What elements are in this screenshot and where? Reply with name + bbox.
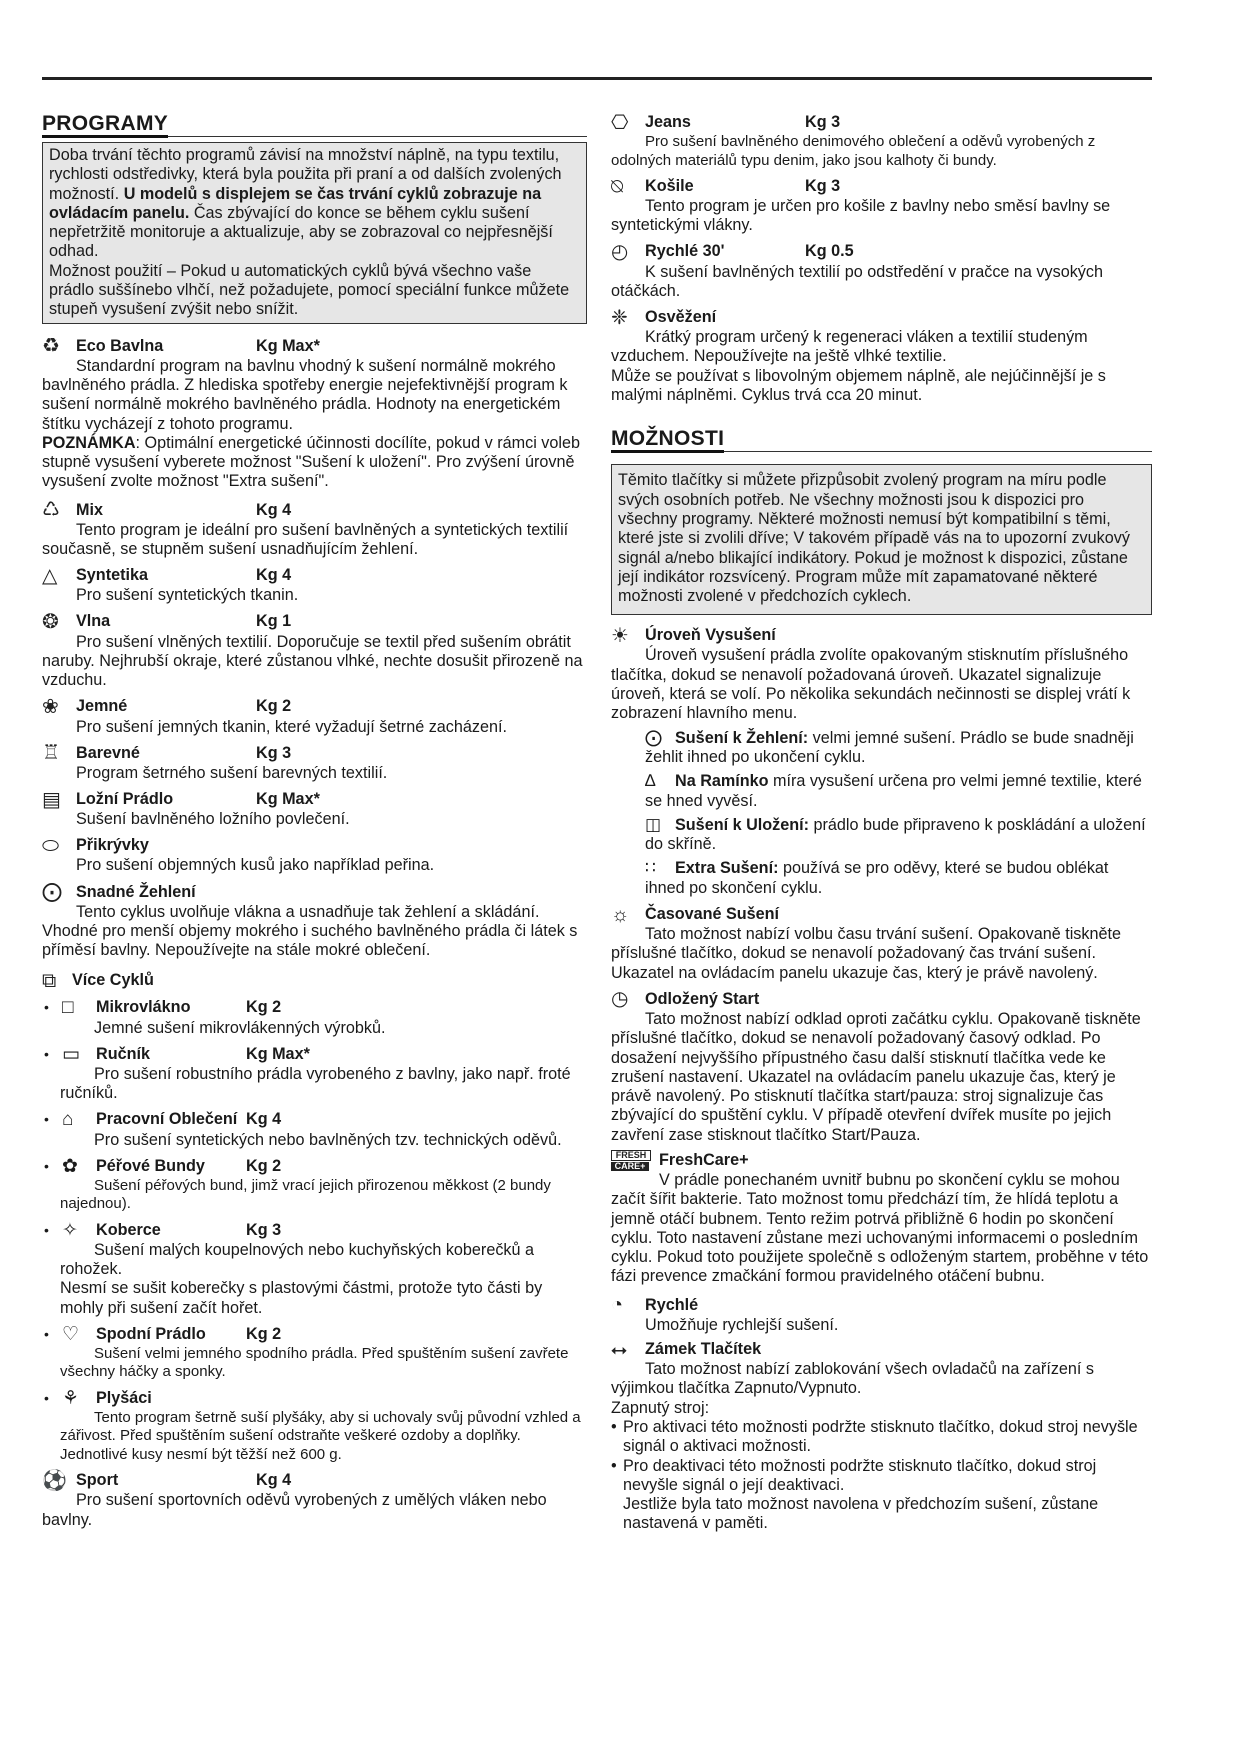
towel-icon: ▭ [62,1043,80,1065]
program-mix: ♺ Mix Kg 4 Tento program je ideální pro sušení bavlněných a syntetických textilií současně, se stupněm sušení usnadňujícím žehlení. [42,499,569,559]
extra-dry-icon: ∷ [645,858,656,878]
program-multi-cycle: ⧉ Více Cyklů [42,970,154,993]
bullet: • [44,1221,49,1238]
option-freshcare: FRESH CARE+ FreshCare+ V prádle ponechaném uvnitř bubnu po skončení cyklu se mohou začít šířit bakterie. Tato možnost tomu předchází tím, že hlídá teplotu a jemně otáčí bubnem. Tento režim potrvá přibližně 6 hodin po skončení cyklu. Toto nastavení zůstane mezi uchovanými informacemi o posledním cyklu. Pokud toto použijete společně s odloženým startem, proběhne v této fázi prevence zmačkání formou pravidelného otáčení bubnu. [611,1150,1149,1286]
bullet: • [44,1389,49,1406]
program-wool: ❂ Vlna Kg 1 Pro sušení vlněných textilií. Doporučuje se textil před sušením obrátit naruby. Nejhrubší okraje, které zůstanou vlhké, nechte dosušit přirozeně na vzduchu. [42,611,583,690]
bullet: • [44,1157,49,1174]
multi-item-workwear: • ⌂ Pracovní Oblečení Kg 4 Pro sušení syntetických nebo bavlněných tzv. technických oděvů. [44,1109,562,1149]
jeans-icon: ⎔ [611,111,629,134]
program-refresh: ❈ Osvěžení Krátký program určený k regeneraci vláken a textilií studeným vzduchem. Nepoužívejte na ještě vlhké textilie. Může se používat s libovolným objemem náplně, ale nejúčinnější je s malými náplněmi. Cyklus trvá cca 20 minut. [611,306,1106,405]
key-lock-icon: ⭤ [611,1338,627,1361]
mix-icon: ♺ [42,499,60,522]
multi-item-towel: • ▭ Ručník Kg Max* Pro sušení robustního prádla vyrobeného z bavlny, jako např. froté ručníků. [44,1043,571,1103]
bullet: • [44,1111,49,1128]
delay-start-icon: ◷ [611,988,629,1011]
option-dry-level: ☀ Úroveň Vysušení Úroveň vysušení prádla zvolíte opakovaným stisknutím příslušného tlačítka, dokud se nenavolí požadovaná úroveň. Ukazatel signalizuje úroveň, která se volí. Po několika sekundách nečinnosti se displej vrátí k zobrazení hlavního menu. [611,624,1131,723]
bullet: • [44,1325,49,1342]
duvet-icon: ⬭ [42,834,60,857]
option-timed-dry: ☼ Časované Sušení Tato možnost nabízí volbu času trvání sušení. Opakovaně tiskněte příslušné tlačítko, dokud se nenavolí požadovaný čas trvání sušení. Ukazatel na ovládacím panelu ukazuje čas, který je právě navolený. [611,903,1121,982]
multi-item-rugs: • ✧ Koberce Kg 3 Sušení malých koupelnových nebo kuchyňských koberečků a rohožek. Nesmí se sušit koberečky s plastovými částmi, protože tyto části by mohly při sušení začít hořet. [44,1219,543,1317]
options-heading: MOŽNOSTI [611,427,1152,452]
timed-dry-icon: ☼ [611,903,630,926]
left-column [42,112,587,1530]
dry-sub-hanger-dry: ∆ Na Ramínko míra vysušení určena pro velmi jemné textilie, které se hned vyvěsí. [645,771,1142,810]
program-sport: ⚽ Sport Kg 4 Pro sušení sportovních oděvů vyrobených z umělých vláken nebo bavlny. [42,1469,547,1529]
lock-bullet-1: • Pro aktivaci této možnosti podržte stisknuto tlačítko, dokud stroj nevyšle signál o aktivaci možnosti. [611,1418,1152,1457]
programs-intro-box: Doba trvání těchto programů závisí na množství náplně, na typu textilu, rychlosti odstředivky, která byla použita při praní a od dalších zvolených možností. U modelů s displejem se čas trvání cyklů zobrazuje na ovládacím panelu. Čas zbývající do konce se během cyklu sušení nepřetržitě monitoruje a aktualizuje, aby se zobrazoval co nejpřesnější odhad. Možnost použití – Pokud u automatických cyklů bývá všechno vaše prádlo suššínebo vlhčí, než požadujete, pomocí speciální funkce můžete stupeň vysušení zvýšit nebo snížit. [42,142,587,324]
synthetics-icon: △ [42,564,58,587]
down-jacket-icon: ✿ [62,1155,78,1177]
program-duvet: ⬭ Přikrývky Pro sušení objemných kusů jako například peřina. [42,834,435,875]
teddy-icon: ⚘ [62,1387,80,1409]
colours-icon: ♖ [42,742,60,765]
quick-icon: ◔ [611,1294,624,1317]
eco-cotton-icon: ♻ [42,335,60,358]
multi-cycle-icon: ⧉ [42,970,57,993]
rugs-icon: ✧ [62,1219,78,1241]
wool-icon: ❂ [42,611,59,634]
dry-sub-iron-dry: ⨀ Sušení k Žehlení: velmi jemné sušení. Prádlo se bude snadněji žehlit ihned po ukončení cyklu. [645,727,1134,766]
dry-sub-cupboard-dry: ◫ Sušení k Uložení: prádlo bude připraveno k poskládání a uložení do skříně. [645,814,1146,854]
programs-heading: PROGRAMY [42,112,587,137]
program-shirts: ⍉ Košile Kg 3 Tento program je určen pro košile z bavlny nebo směsí bavlny se syntetickými vlákny. [611,175,1111,235]
bullet: • [44,1045,49,1062]
multi-item-down-jacket: • ✿ Péřové Bundy Kg 2 Sušení péřových bund, jimž vrací jejich přirozenou měkkost (2 bundy najednou). [44,1155,551,1213]
dry-sub-extra-dry: ∷ Extra Sušení: používá se pro oděvy, které se budou oblékat ihned po skončení cyklu. [645,858,1109,897]
lock-bullet-2: • Pro deaktivaci této možnosti podržte stisknuto tlačítko, dokud stroj nevyšle signál o její deaktivaci. [611,1457,1152,1496]
easy-iron-icon: ⨀ [42,881,62,904]
bedding-icon: ▤ [42,788,61,811]
multi-item-teddy: • ⚘ Plyšáci Tento program šetrně suší plyšáky, aby si uchovaly svůj původní vzhled a zářivost. Před spuštěním sušení odstraňte veškeré ozdoby a doplňky. Jednotlivé kusy nesmí být těžší než 600 g. [44,1387,581,1463]
multi-item-microfiber: • □ Mikrovlákno Kg 2 Jemné sušení mikrovlákenných výrobků. [44,997,386,1037]
multi-item-underwear: • ♡ Spodní Prádlo Kg 2 Sušení velmi jemného spodního prádla. Před spuštěním sušení zavřete všechny háčky a sponky. [44,1323,569,1381]
delicates-icon: ❀ [42,696,59,719]
microfiber-icon: □ [62,997,74,1019]
right-column [611,112,1152,1534]
program-bedding: ▤ Ložní Prádlo Kg Max* Sušení bavlněného ložního povlečení. [42,788,350,829]
program-eco-cotton: ♻ Eco Bavlna Kg Max* Standardní program na bavlnu vhodný k sušení normálně mokrého bavlněného prádla. Z hlediska spotřeby energie nejefektivnější program k sušení normálně mokrého bavlněného prádla. Hodnoty na energetickém štítku vycházejí z tohoto programu. POZNÁMKA: Optimální energetické účinnosti docílíte, pokud v rámci voleb stupně vysušení vyberete možnost "Sušení k uložení". Pro zvýšení úrovně vysušení zvolte možnost "Extra sušení". [42,335,581,491]
refresh-icon: ❈ [611,306,628,329]
bullet: • [44,999,49,1016]
top-rule [42,77,1152,80]
workwear-icon: ⌂ [62,1109,74,1131]
option-quick: ◔ Rychlé Umožňuje rychlejší sušení. [611,1294,839,1334]
program-rapid-30: ◴ Rychlé 30' Kg 0.5 K sušení bavlněných textilií po odstředění v pračce na vysokých otáčkách. [611,241,1103,300]
cupboard-dry-icon: ◫ [645,814,662,834]
options-intro-box: Těmito tlačítky si můžete přizpůsobit zvolený program na míru podle svých osobních potřeb. Ne všechny možnosti jsou k dispozici pro všechny programy. Některé možnosti nemusí být kompatibilní s těmi, které jste si zvolili dříve; V takovém případě vás na to upozorní zvukový signál a/nebo blikající indikátory. Pokud je možnost k dispozici, zůstane její indikátor rozsvícený. Program může mít zapamatované některé možnosti zvolené v předchozích cyklech. [611,464,1152,615]
program-colours: ♖ Barevné Kg 3 Program šetrného sušení barevných textilií. [42,742,388,782]
sport-icon: ⚽ [42,1469,67,1492]
option-delay-start: ◷ Odložený Start Tato možnost nabízí odklad oproti začátku cyklu. Opakovaně tiskněte příslušné tlačítko, dokud se nenavolí požadovaný časový odklad. Po dosažení nejvyššího přípustného času další stisknutí tlačítka vede ke zrušení nastavení. Ukazatel na ovládacím panelu ukazuje čas, který je právě navolený. Po stisknutí tlačítka start/pauza: stroj signalizuje čas zbývající do spuštění cyklu. V případě otevření dvířek musíte po jejich zavření zase stisknout tlačítko Start/Pauza. [611,988,1141,1144]
shirts-icon: ⍉ [611,175,623,198]
freshcare-icon: FRESH CARE+ [611,1150,659,1171]
dry-level-icon: ☀ [611,624,629,647]
hanger-dry-icon: ∆ [645,771,656,791]
iron-dry-icon: ⨀ [645,727,662,747]
rapid-30-icon: ◴ [611,241,629,264]
option-key-lock: ⭤ Zámek Tlačítek Tato možnost nabízí zablokování všech ovladačů na zařízení s výjimkou tlačítka Zapnuto/Vypnuto. Zapnutý stroj: • Pro aktivaci této možnosti podržte stisknuto tlačítko, dokud stroj nevyšle signál o aktivaci možnosti. • Pro deaktivaci této možnosti podržte stisknuto tlačítko, dokud stroj nevyšle signál o její deaktivaci. Jestliže byla tato možnost navolena v předchozím sušení, zůstane nastavená v paměti. [611,1339,1152,1534]
underwear-icon: ♡ [62,1323,80,1345]
program-delicates: ❀ Jemné Kg 2 Pro sušení jemných tkanin, které vyžadují šetrné zacházení. [42,696,507,736]
program-jeans: ⎔ Jeans Kg 3 Pro sušení bavlněného denimového oblečení a oděvů vyrobených z odolných materiálů typu denim, jako jsou kalhoty či bundy. [611,111,1096,169]
program-easy-iron: ⨀ Snadné Žehlení Tento cyklus uvolňuje vlákna a usnadňuje tak žehlení a skládání. Vhodné pro menší objemy mokrého i suchého bavlněného prádla či látek s příměsí bavlny. Nepoužívejte na stále mokré oblečení. [42,881,578,960]
program-synthetics: △ Syntetika Kg 4 Pro sušení syntetických tkanin. [42,564,299,605]
